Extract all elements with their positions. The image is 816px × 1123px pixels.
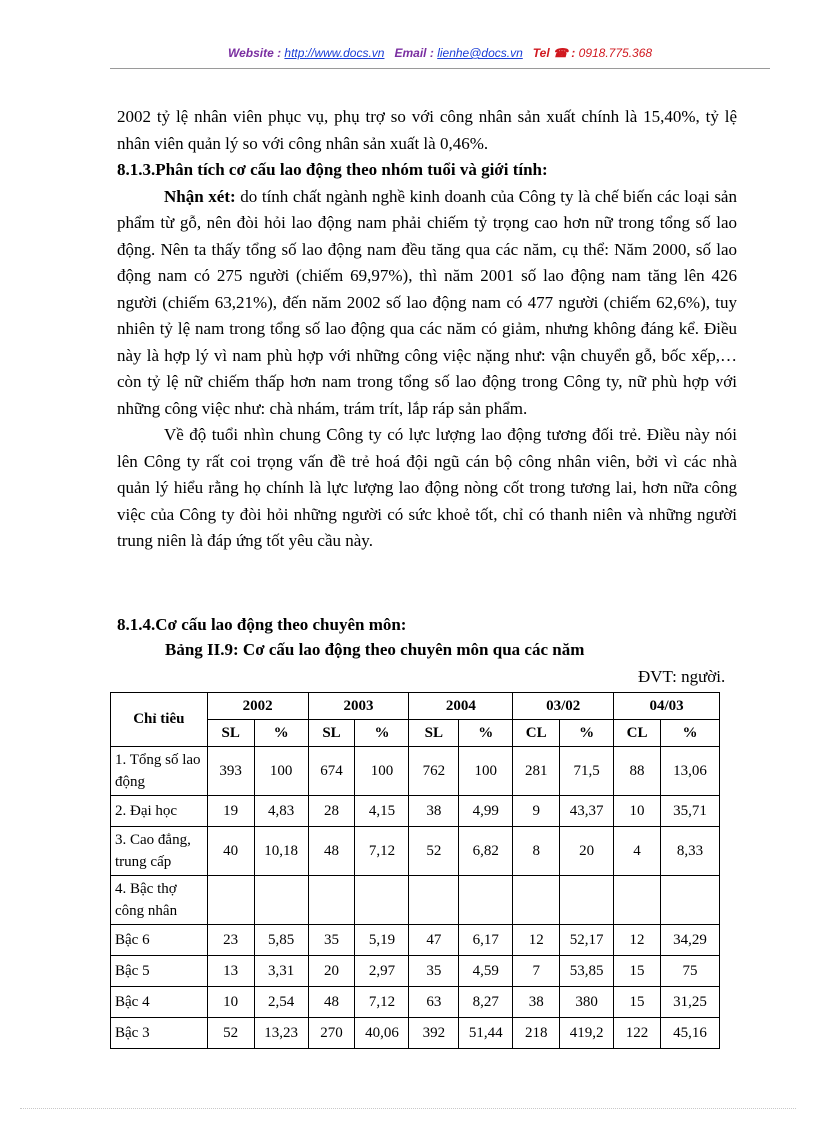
table-cell — [513, 876, 560, 925]
table-cell: 47 — [409, 925, 459, 956]
sub-header: SL — [207, 720, 254, 747]
table-cell — [207, 876, 254, 925]
table-cell — [459, 876, 513, 925]
row-label: 2. Đại học — [111, 796, 208, 827]
table-cell: 7,12 — [355, 987, 409, 1018]
table-cell: 419,2 — [560, 1018, 614, 1049]
table-cell — [409, 876, 459, 925]
table-cell: 762 — [409, 747, 459, 796]
table-cell: 8 — [513, 827, 560, 876]
year-header: 2003 — [308, 693, 409, 720]
table-cell: 674 — [308, 747, 355, 796]
table-cell: 10,18 — [254, 827, 308, 876]
table-cell: 3,31 — [254, 956, 308, 987]
table-cell: 63 — [409, 987, 459, 1018]
sub-header: CL — [513, 720, 560, 747]
table-body — [111, 747, 720, 1049]
table-cell: 52,17 — [560, 925, 614, 956]
table-cell: 34,29 — [660, 925, 719, 956]
document-body — [117, 104, 737, 555]
tel-label: Tel ☎ : — [532, 46, 576, 60]
table-cell: 12 — [513, 925, 560, 956]
table-cell: 52 — [409, 827, 459, 876]
row-label: Bậc 4 — [111, 987, 208, 1018]
table-cell: 75 — [660, 956, 719, 987]
paragraph-remark — [117, 184, 737, 423]
table-cell: 100 — [355, 747, 409, 796]
table-row — [111, 876, 720, 925]
paragraph-intro: 2002 tỷ lệ nhân viên phục vụ, phụ trợ so với công nhân sản xuất chính là 15,40%, tỷ lệ nhân viên quản lý so với công nhân sản xuất là 0,46%. — [117, 107, 737, 153]
page-header — [110, 46, 770, 69]
table-cell: 40 — [207, 827, 254, 876]
table-cell: 218 — [513, 1018, 560, 1049]
table-cell: 392 — [409, 1018, 459, 1049]
table-cell: 13,06 — [660, 747, 719, 796]
table-cell: 7 — [513, 956, 560, 987]
table-row — [111, 956, 720, 987]
row-label: 3. Cao đẳng, trung cấp — [111, 827, 208, 876]
table-cell: 9 — [513, 796, 560, 827]
table-row — [111, 747, 720, 796]
table-cell: 13 — [207, 956, 254, 987]
table-cell: 13,23 — [254, 1018, 308, 1049]
table-cell: 40,06 — [355, 1018, 409, 1049]
row-header: Chỉ tiêu — [111, 693, 208, 747]
table-cell: 45,16 — [660, 1018, 719, 1049]
table-cell: 71,5 — [560, 747, 614, 796]
row-label: Bậc 5 — [111, 956, 208, 987]
table-cell: 4,59 — [459, 956, 513, 987]
table-cell: 35 — [308, 925, 355, 956]
table-cell: 38 — [513, 987, 560, 1018]
year-header: 03/02 — [513, 693, 614, 720]
table-cell: 393 — [207, 747, 254, 796]
email-link[interactable]: lienhe@docs.vn — [437, 46, 523, 60]
table-row — [111, 925, 720, 956]
table-cell: 8,33 — [660, 827, 719, 876]
table-cell: 6,17 — [459, 925, 513, 956]
table-cell: 6,82 — [459, 827, 513, 876]
sub-header: % — [459, 720, 513, 747]
table-row — [111, 827, 720, 876]
section-8-1-4 — [117, 612, 737, 639]
table-cell: 5,85 — [254, 925, 308, 956]
row-label: Bậc 3 — [111, 1018, 208, 1049]
table-cell: 52 — [207, 1018, 254, 1049]
tel-number: 0918.775.368 — [578, 46, 653, 60]
year-header: 2004 — [409, 693, 513, 720]
sub-header: % — [355, 720, 409, 747]
footer-divider — [20, 1108, 796, 1109]
table-cell: 5,19 — [355, 925, 409, 956]
table-row — [111, 987, 720, 1018]
table-cell: 31,25 — [660, 987, 719, 1018]
table-row — [111, 1018, 720, 1049]
sub-header: % — [560, 720, 614, 747]
section-heading-8-1-4: 8.1.4.Cơ cấu lao động theo chuyên môn: — [117, 615, 407, 634]
year-header: 2002 — [207, 693, 308, 720]
table-cell: 12 — [614, 925, 661, 956]
table-cell: 100 — [459, 747, 513, 796]
section-heading-8-1-3: 8.1.3.Phân tích cơ cấu lao động theo nhóm tuổi và giới tính: — [117, 160, 548, 179]
table-cell: 100 — [254, 747, 308, 796]
table-cell: 28 — [308, 796, 355, 827]
year-header: 04/03 — [614, 693, 720, 720]
table-cell — [560, 876, 614, 925]
table-cell: 4,15 — [355, 796, 409, 827]
table-cell: 122 — [614, 1018, 661, 1049]
table-cell: 7,12 — [355, 827, 409, 876]
sub-header: SL — [409, 720, 459, 747]
table-cell: 380 — [560, 987, 614, 1018]
paragraph-age: Về độ tuổi nhìn chung Công ty có lực lượng lao động tương đối trẻ. Điều này nói lên Công ty rất coi trọng vấn đề trẻ hoá đội ngũ cán bộ công nhân viên, bởi vì các nhà quản lý hiểu rằng họ chính là lực lượng lao động nòng cốt trong tương lai, hơn nữa công việc của Công ty đòi hỏi những người có sức khoẻ tốt, chỉ có thanh niên và những người trung niên là đáp ứng tốt yêu cầu này. — [117, 425, 737, 550]
table-cell: 15 — [614, 987, 661, 1018]
table-cell — [614, 876, 661, 925]
table-cell: 19 — [207, 796, 254, 827]
table-cell: 270 — [308, 1018, 355, 1049]
table-cell — [660, 876, 719, 925]
table-cell — [254, 876, 308, 925]
row-label: 4. Bậc thợ công nhân — [111, 876, 208, 925]
table-cell: 2,97 — [355, 956, 409, 987]
table-cell: 4,83 — [254, 796, 308, 827]
table-cell: 4 — [614, 827, 661, 876]
sub-header: % — [254, 720, 308, 747]
table-cell: 2,54 — [254, 987, 308, 1018]
table-cell: 48 — [308, 987, 355, 1018]
sub-header: CL — [614, 720, 661, 747]
email-label: Email : — [394, 46, 434, 60]
table-cell: 10 — [614, 796, 661, 827]
table-cell: 35 — [409, 956, 459, 987]
remark-lead: Nhận xét: — [164, 186, 236, 206]
table-cell: 53,85 — [560, 956, 614, 987]
table-cell: 35,71 — [660, 796, 719, 827]
row-label: 1. Tổng số lao động — [111, 747, 208, 796]
table-cell: 281 — [513, 747, 560, 796]
table-cell: 88 — [614, 747, 661, 796]
website-link[interactable]: http://www.docs.vn — [284, 46, 385, 60]
table-cell: 48 — [308, 827, 355, 876]
table-cell: 4,99 — [459, 796, 513, 827]
table-cell — [355, 876, 409, 925]
table-cell: 15 — [614, 956, 661, 987]
table-cell: 8,27 — [459, 987, 513, 1018]
table-unit: ĐVT: người. — [638, 667, 726, 686]
website-label: Website : — [227, 46, 282, 60]
row-label: Bậc 6 — [111, 925, 208, 956]
table-cell: 51,44 — [459, 1018, 513, 1049]
table-row — [111, 796, 720, 827]
table-cell: 10 — [207, 987, 254, 1018]
labor-structure-table — [110, 692, 720, 1049]
sub-header: SL — [308, 720, 355, 747]
remark-text: do tính chất ngành nghề kinh doanh của Công ty là chế biến các loại sản phẩm từ gỗ, nên đòi hỏi lao động nam phải chiếm tỷ trọng cao hơn nữ trong tổng số lao động. Nên ta thấy tổng số lao động nam đều tăng qua các năm, cụ thể: Năm 2000, số lao động nam có 275 người (chiếm 69,97%), thì năm 2001 số lao động nam tăng lên 426 người (chiếm 63,21%), đến năm 2002 số lao động nam có 477 người (chiếm 62,6%), tuy nhiên tỷ lệ nam trong tổng số lao động qua các năm có giảm, nhưng không đáng kể. Điều này là hợp lý vì nam phù hợp với những công việc nặng như: vận chuyển gỗ, bốc xếp,… còn tỷ lệ nữ chiếm thấp hơn nam trong tổng số lao động trong Công ty, nữ phù hợp với những công việc như: chà nhám, trám trít, lắp ráp sản phẩm. — [117, 186, 737, 418]
table-cell: 20 — [308, 956, 355, 987]
table-cell — [308, 876, 355, 925]
table-cell: 23 — [207, 925, 254, 956]
table-cell: 43,37 — [560, 796, 614, 827]
table-cell: 20 — [560, 827, 614, 876]
sub-header: % — [660, 720, 719, 747]
table-title: Bảng II.9: Cơ cấu lao động theo chuyên môn qua các năm — [165, 640, 585, 659]
table-cell: 38 — [409, 796, 459, 827]
